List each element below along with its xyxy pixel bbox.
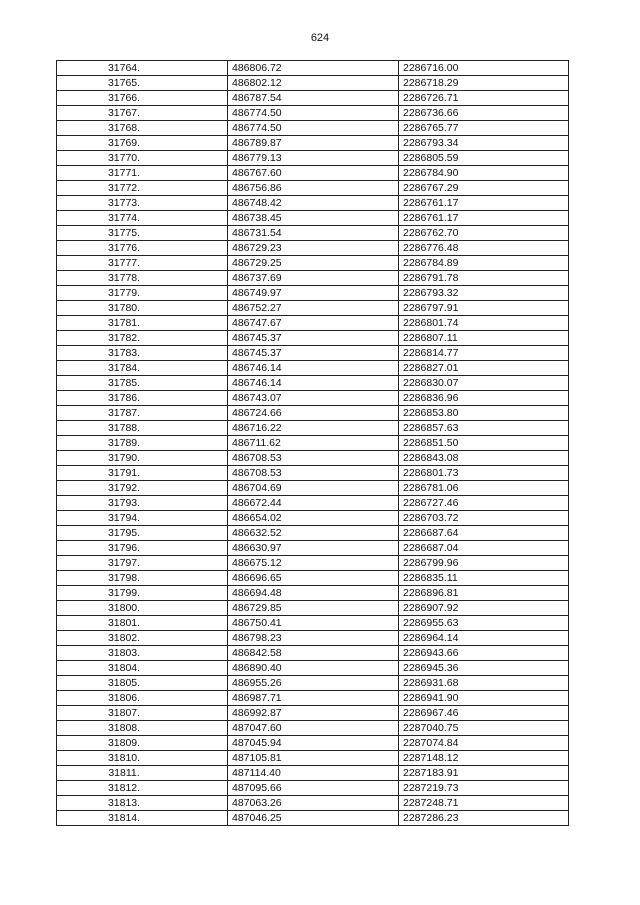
- table-row: [57, 331, 569, 346]
- x-coordinate-cell: 486743.07: [228, 391, 399, 406]
- table-row: [57, 811, 569, 826]
- table-row: [57, 211, 569, 226]
- y-coordinate-cell: 2286784.89: [399, 256, 569, 271]
- y-coordinate-cell: 2286797.91: [399, 301, 569, 316]
- y-coordinate-cell: 2286791.78: [399, 271, 569, 286]
- x-coordinate-cell: 486738.45: [228, 211, 399, 226]
- y-coordinate-cell: 2286945.36: [399, 661, 569, 676]
- y-coordinate-cell: 2286941.90: [399, 691, 569, 706]
- x-coordinate-cell: 486987.71: [228, 691, 399, 706]
- point-id-cell: 31793.: [57, 496, 228, 511]
- coordinates-table-body: [57, 61, 569, 826]
- point-id-cell: 31786.: [57, 391, 228, 406]
- point-id-cell: 31776.: [57, 241, 228, 256]
- point-id-cell: 31801.: [57, 616, 228, 631]
- point-id-cell: 31799.: [57, 586, 228, 601]
- x-coordinate-cell: 486729.85: [228, 601, 399, 616]
- x-coordinate-cell: 486749.97: [228, 286, 399, 301]
- table-row: [57, 781, 569, 796]
- x-coordinate-cell: 486716.22: [228, 421, 399, 436]
- y-coordinate-cell: 2286703.72: [399, 511, 569, 526]
- y-coordinate-cell: 2287183.91: [399, 766, 569, 781]
- point-id-cell: 31783.: [57, 346, 228, 361]
- y-coordinate-cell: 2286807.11: [399, 331, 569, 346]
- table-row: [57, 91, 569, 106]
- point-id-cell: 31764.: [57, 61, 228, 76]
- point-id-cell: 31774.: [57, 211, 228, 226]
- point-id-cell: 31781.: [57, 316, 228, 331]
- y-coordinate-cell: 2286814.77: [399, 346, 569, 361]
- x-coordinate-cell: 486992.87: [228, 706, 399, 721]
- table-row: [57, 736, 569, 751]
- x-coordinate-cell: 486774.50: [228, 106, 399, 121]
- table-row: [57, 256, 569, 271]
- table-row: [57, 136, 569, 151]
- point-id-cell: 31808.: [57, 721, 228, 736]
- point-id-cell: 31785.: [57, 376, 228, 391]
- x-coordinate-cell: 486746.14: [228, 376, 399, 391]
- table-row: [57, 661, 569, 676]
- point-id-cell: 31804.: [57, 661, 228, 676]
- table-row: [57, 241, 569, 256]
- y-coordinate-cell: 2286727.46: [399, 496, 569, 511]
- y-coordinate-cell: 2286736.66: [399, 106, 569, 121]
- table-row: [57, 451, 569, 466]
- y-coordinate-cell: 2286767.29: [399, 181, 569, 196]
- x-coordinate-cell: 486750.41: [228, 616, 399, 631]
- table-row: [57, 556, 569, 571]
- point-id-cell: 31765.: [57, 76, 228, 91]
- x-coordinate-cell: 486802.12: [228, 76, 399, 91]
- table-row: [57, 76, 569, 91]
- y-coordinate-cell: 2286801.74: [399, 316, 569, 331]
- point-id-cell: 31789.: [57, 436, 228, 451]
- table-row: [57, 631, 569, 646]
- y-coordinate-cell: 2287286.23: [399, 811, 569, 826]
- x-coordinate-cell: 486890.40: [228, 661, 399, 676]
- y-coordinate-cell: 2286793.34: [399, 136, 569, 151]
- point-id-cell: 31780.: [57, 301, 228, 316]
- x-coordinate-cell: 486696.65: [228, 571, 399, 586]
- table-row: [57, 166, 569, 181]
- table-row: [57, 496, 569, 511]
- point-id-cell: 31814.: [57, 811, 228, 826]
- table-row: [57, 181, 569, 196]
- x-coordinate-cell: 486767.60: [228, 166, 399, 181]
- point-id-cell: 31812.: [57, 781, 228, 796]
- point-id-cell: 31802.: [57, 631, 228, 646]
- point-id-cell: 31766.: [57, 91, 228, 106]
- table-row: [57, 436, 569, 451]
- table-row: [57, 226, 569, 241]
- x-coordinate-cell: 486756.86: [228, 181, 399, 196]
- x-coordinate-cell: 487095.66: [228, 781, 399, 796]
- y-coordinate-cell: 2286805.59: [399, 151, 569, 166]
- point-id-cell: 31777.: [57, 256, 228, 271]
- table-row: [57, 646, 569, 661]
- point-id-cell: 31795.: [57, 526, 228, 541]
- y-coordinate-cell: 2286801.73: [399, 466, 569, 481]
- y-coordinate-cell: 2286726.71: [399, 91, 569, 106]
- x-coordinate-cell: 486747.67: [228, 316, 399, 331]
- table-row: [57, 766, 569, 781]
- table-row: [57, 391, 569, 406]
- table-row: [57, 571, 569, 586]
- x-coordinate-cell: 486842.58: [228, 646, 399, 661]
- y-coordinate-cell: 2286718.29: [399, 76, 569, 91]
- table-row: [57, 286, 569, 301]
- y-coordinate-cell: 2286776.48: [399, 241, 569, 256]
- table-row: [57, 376, 569, 391]
- point-id-cell: 31796.: [57, 541, 228, 556]
- y-coordinate-cell: 2286943.66: [399, 646, 569, 661]
- y-coordinate-cell: 2286830.07: [399, 376, 569, 391]
- y-coordinate-cell: 2287074.84: [399, 736, 569, 751]
- x-coordinate-cell: 487105.81: [228, 751, 399, 766]
- x-coordinate-cell: 486731.54: [228, 226, 399, 241]
- table-row: [57, 691, 569, 706]
- x-coordinate-cell: 486632.52: [228, 526, 399, 541]
- table-row: [57, 121, 569, 136]
- x-coordinate-cell: 486672.44: [228, 496, 399, 511]
- x-coordinate-cell: 486789.87: [228, 136, 399, 151]
- x-coordinate-cell: 486729.25: [228, 256, 399, 271]
- table-row: [57, 316, 569, 331]
- x-coordinate-cell: 486774.50: [228, 121, 399, 136]
- x-coordinate-cell: 486724.66: [228, 406, 399, 421]
- table-row: [57, 406, 569, 421]
- x-coordinate-cell: 486748.42: [228, 196, 399, 211]
- point-id-cell: 31768.: [57, 121, 228, 136]
- x-coordinate-cell: 486708.53: [228, 466, 399, 481]
- point-id-cell: 31772.: [57, 181, 228, 196]
- x-coordinate-cell: 486779.13: [228, 151, 399, 166]
- table-row: [57, 601, 569, 616]
- x-coordinate-cell: 486798.23: [228, 631, 399, 646]
- point-id-cell: 31798.: [57, 571, 228, 586]
- point-id-cell: 31800.: [57, 601, 228, 616]
- point-id-cell: 31797.: [57, 556, 228, 571]
- point-id-cell: 31773.: [57, 196, 228, 211]
- point-id-cell: 31805.: [57, 676, 228, 691]
- y-coordinate-cell: 2286761.17: [399, 211, 569, 226]
- point-id-cell: 31779.: [57, 286, 228, 301]
- y-coordinate-cell: 2286931.68: [399, 676, 569, 691]
- point-id-cell: 31778.: [57, 271, 228, 286]
- table-row: [57, 271, 569, 286]
- point-id-cell: 31784.: [57, 361, 228, 376]
- y-coordinate-cell: 2286851.50: [399, 436, 569, 451]
- point-id-cell: 31807.: [57, 706, 228, 721]
- point-id-cell: 31787.: [57, 406, 228, 421]
- y-coordinate-cell: 2287248.71: [399, 796, 569, 811]
- x-coordinate-cell: 487114.40: [228, 766, 399, 781]
- table-row: [57, 751, 569, 766]
- x-coordinate-cell: 487046.25: [228, 811, 399, 826]
- point-id-cell: 31810.: [57, 751, 228, 766]
- point-id-cell: 31792.: [57, 481, 228, 496]
- point-id-cell: 31791.: [57, 466, 228, 481]
- table-row: [57, 616, 569, 631]
- page-number: 624: [310, 32, 330, 44]
- y-coordinate-cell: 2286835.11: [399, 571, 569, 586]
- table-row: [57, 586, 569, 601]
- y-coordinate-cell: 2286836.96: [399, 391, 569, 406]
- point-id-cell: 31813.: [57, 796, 228, 811]
- y-coordinate-cell: 2286761.17: [399, 196, 569, 211]
- y-coordinate-cell: 2287148.12: [399, 751, 569, 766]
- point-id-cell: 31809.: [57, 736, 228, 751]
- x-coordinate-cell: 486745.37: [228, 331, 399, 346]
- table-row: [57, 481, 569, 496]
- table-row: [57, 511, 569, 526]
- table-row: [57, 706, 569, 721]
- point-id-cell: 31788.: [57, 421, 228, 436]
- table-row: [57, 421, 569, 436]
- y-coordinate-cell: 2286687.04: [399, 541, 569, 556]
- y-coordinate-cell: 2286781.06: [399, 481, 569, 496]
- y-coordinate-cell: 2287219.73: [399, 781, 569, 796]
- y-coordinate-cell: 2287040.75: [399, 721, 569, 736]
- table-row: [57, 526, 569, 541]
- table-row: [57, 721, 569, 736]
- x-coordinate-cell: 486711.62: [228, 436, 399, 451]
- point-id-cell: 31767.: [57, 106, 228, 121]
- table-row: [57, 796, 569, 811]
- table-row: [57, 346, 569, 361]
- x-coordinate-cell: 486704.69: [228, 481, 399, 496]
- y-coordinate-cell: 2286765.77: [399, 121, 569, 136]
- table-row: [57, 196, 569, 211]
- y-coordinate-cell: 2286967.46: [399, 706, 569, 721]
- y-coordinate-cell: 2286955.63: [399, 616, 569, 631]
- y-coordinate-cell: 2286896.81: [399, 586, 569, 601]
- y-coordinate-cell: 2286964.14: [399, 631, 569, 646]
- y-coordinate-cell: 2286827.01: [399, 361, 569, 376]
- point-id-cell: 31790.: [57, 451, 228, 466]
- y-coordinate-cell: 2286716.00: [399, 61, 569, 76]
- x-coordinate-cell: 486675.12: [228, 556, 399, 571]
- table-row: [57, 466, 569, 481]
- point-id-cell: 31803.: [57, 646, 228, 661]
- point-id-cell: 31771.: [57, 166, 228, 181]
- y-coordinate-cell: 2286799.96: [399, 556, 569, 571]
- x-coordinate-cell: 486745.37: [228, 346, 399, 361]
- point-id-cell: 31806.: [57, 691, 228, 706]
- x-coordinate-cell: 486955.26: [228, 676, 399, 691]
- x-coordinate-cell: 486752.27: [228, 301, 399, 316]
- x-coordinate-cell: 487063.26: [228, 796, 399, 811]
- point-id-cell: 31811.: [57, 766, 228, 781]
- x-coordinate-cell: 487045.94: [228, 736, 399, 751]
- x-coordinate-cell: 486806.72: [228, 61, 399, 76]
- point-id-cell: 31770.: [57, 151, 228, 166]
- y-coordinate-cell: 2286857.63: [399, 421, 569, 436]
- y-coordinate-cell: 2286687.64: [399, 526, 569, 541]
- point-id-cell: 31782.: [57, 331, 228, 346]
- y-coordinate-cell: 2286843.08: [399, 451, 569, 466]
- x-coordinate-cell: 486694.48: [228, 586, 399, 601]
- x-coordinate-cell: 486708.53: [228, 451, 399, 466]
- table-row: [57, 676, 569, 691]
- point-id-cell: 31775.: [57, 226, 228, 241]
- x-coordinate-cell: 486729.23: [228, 241, 399, 256]
- table-row: [57, 361, 569, 376]
- y-coordinate-cell: 2286793.32: [399, 286, 569, 301]
- x-coordinate-cell: 486654.02: [228, 511, 399, 526]
- x-coordinate-cell: 486787.54: [228, 91, 399, 106]
- table-row: [57, 301, 569, 316]
- table-row: [57, 106, 569, 121]
- table-row: [57, 151, 569, 166]
- y-coordinate-cell: 2286762.70: [399, 226, 569, 241]
- y-coordinate-cell: 2286853.80: [399, 406, 569, 421]
- y-coordinate-cell: 2286784.90: [399, 166, 569, 181]
- x-coordinate-cell: 486630.97: [228, 541, 399, 556]
- table-row: [57, 61, 569, 76]
- x-coordinate-cell: 486746.14: [228, 361, 399, 376]
- point-id-cell: 31794.: [57, 511, 228, 526]
- point-id-cell: 31769.: [57, 136, 228, 151]
- y-coordinate-cell: 2286907.92: [399, 601, 569, 616]
- table-row: [57, 541, 569, 556]
- x-coordinate-cell: 486737.69: [228, 271, 399, 286]
- x-coordinate-cell: 487047.60: [228, 721, 399, 736]
- coordinates-table: [56, 60, 569, 826]
